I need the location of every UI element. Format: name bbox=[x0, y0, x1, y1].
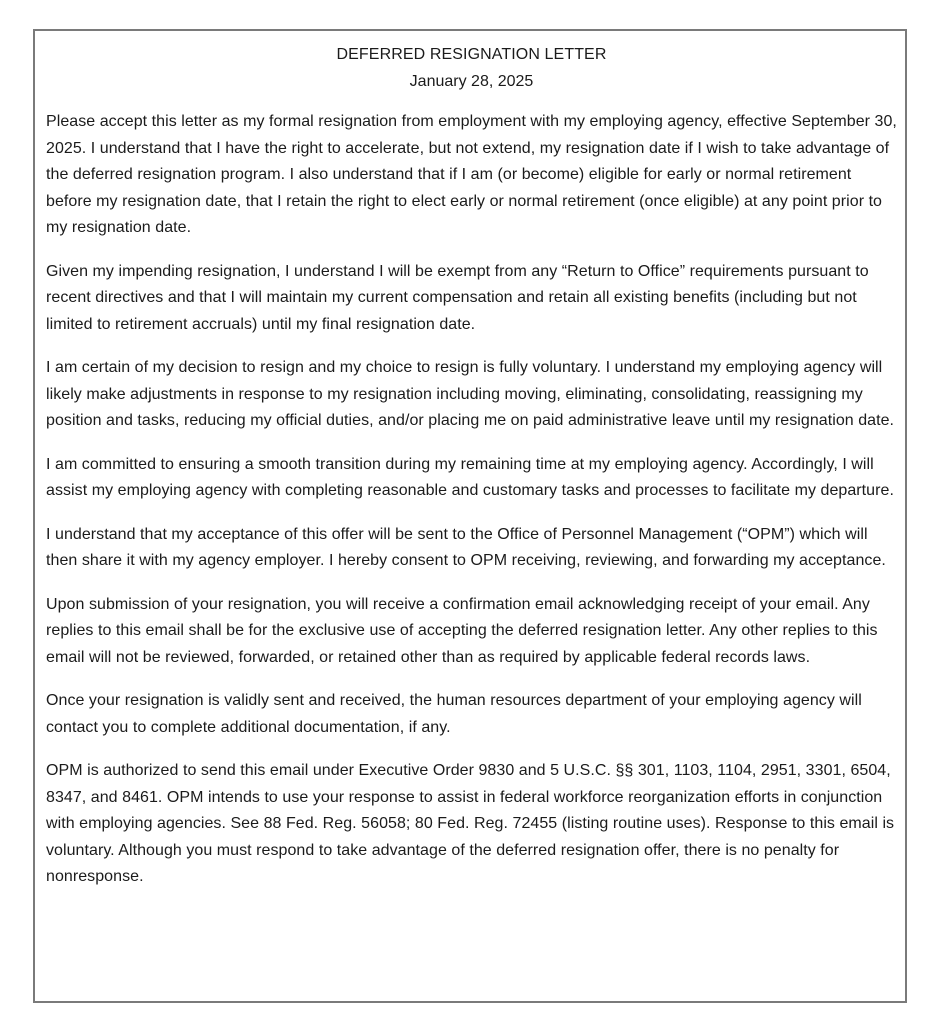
paragraph-return-to-office-exemption: Given my impending resignation, I understand I will be exempt from any “Return to Office” requirements pursuant to recent directives and that I will maintain my current compensation and retain all existing benefits (including but not limited to retirement accruals) until my final resignation date. bbox=[46, 262, 869, 333]
paragraph-confirmation-email: Upon submission of your resignation, you will receive a confirmation email acknowledging receipt of your email. Any replies to this email shall be for the exclusive use of accepting the deferred resignation letter. Any other replies to this email will not be reviewed, forwarded, or retained other than as required by applicable federal records laws. bbox=[46, 595, 878, 666]
paragraph-resignation-statement: Please accept this letter as my formal resignation from employment with my employing agency, effective September 30, 2025. I understand that I have the right to accelerate, but not extend, my resignation date if I wish to take advantage of the deferred resignation program. I also understand that if I am (or become) eligible for early or normal retirement before my resignation date, that I retain the right to elect early or normal retirement (once eligible) at any point prior to my resignation date. bbox=[46, 113, 897, 236]
paragraph-legal-authority: OPM is authorized to send this email under Executive Order 9830 and 5 U.S.C. §§ 301, 1103, 1104, 2951, 3301, 6504, 8347, and 8461. OPM intends to use your response to assist in federal workforce reorganization efforts in conjunction with employing agencies. See 88 Fed. Reg. 56058; 80 Fed. Reg. 72455 (listing routine uses). Response to this email is voluntary. Although you must respond to take advantage of the deferred resignation offer, there is no penalty for nonresponse. bbox=[46, 762, 895, 885]
paragraph-opm-consent: I understand that my acceptance of this offer will be sent to the Office of Personnel Management (“OPM”) which will then share it with my agency employer. I hereby consent to OPM receiving, reviewing, and forwarding my acceptance. bbox=[46, 525, 886, 569]
paragraph-hr-contact: Once your resignation is validly sent and received, the human resources department of your employing agency will contact you to complete additional documentation, if any. bbox=[46, 692, 862, 736]
letter-title: DEFERRED RESIGNATION LETTER bbox=[336, 46, 607, 63]
paragraph-smooth-transition: I am committed to ensuring a smooth transition during my remaining time at my employing agency. Accordingly, I will assist my employing agency with completing reasonable and customary tasks and processes to facilitate my departure. bbox=[46, 455, 894, 499]
letter-date: January 28, 2025 bbox=[409, 73, 534, 90]
paragraph-voluntary-decision: I am certain of my decision to resign and my choice to resign is fully voluntary. I understand my employing agency will likely make adjustments in response to my resignation including moving, eliminating, consolidating, reassigning my position and tasks, reducing my official duties, and/or placing me on paid administrative leave until my resignation date. bbox=[46, 359, 895, 429]
resignation-letter bbox=[33, 29, 907, 1003]
